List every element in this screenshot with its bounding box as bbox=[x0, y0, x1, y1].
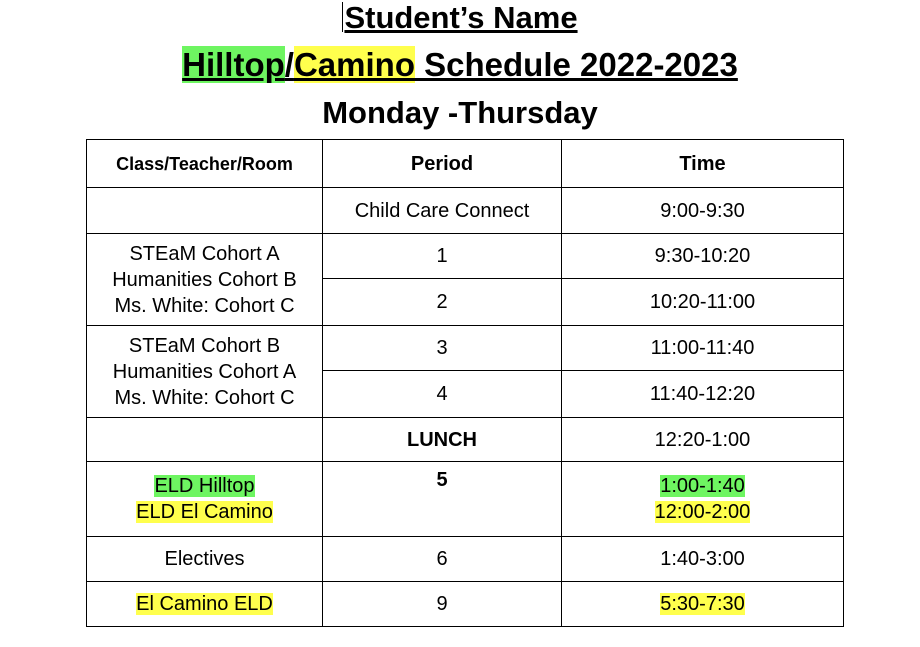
period-cell: 5 bbox=[323, 462, 562, 537]
class-line: ELD El Camino bbox=[136, 501, 273, 523]
time-cell: 12:20-1:00 bbox=[562, 418, 844, 462]
period-cell: 6 bbox=[323, 537, 562, 582]
time-cell: 9:30-10:20 bbox=[562, 234, 844, 279]
class-line: STEaM Cohort A bbox=[129, 242, 280, 265]
time-cell: 11:00-11:40 bbox=[562, 326, 844, 371]
class-cell bbox=[87, 234, 323, 326]
time-cell: 11:40-12:20 bbox=[562, 371, 844, 418]
schedule-title bbox=[0, 45, 920, 85]
period-cell: Child Care Connect bbox=[323, 188, 562, 234]
class-line: Humanities Cohort B bbox=[112, 268, 297, 291]
class-cell: Electives bbox=[87, 537, 323, 582]
hilltop-highlight: Hilltop bbox=[182, 46, 285, 83]
period-cell: 2 bbox=[323, 279, 562, 326]
time-cell bbox=[562, 462, 844, 537]
class-line: Humanities Cohort A bbox=[112, 360, 297, 383]
column-header-time: Time bbox=[562, 140, 844, 188]
class-cell bbox=[87, 418, 323, 462]
class-line: STEaM Cohort B bbox=[128, 334, 281, 357]
table-row bbox=[87, 537, 844, 582]
class-line: Ms. White: Cohort C bbox=[114, 386, 295, 409]
class-cell bbox=[87, 188, 323, 234]
period-cell: 1 bbox=[323, 234, 562, 279]
title-separator: / bbox=[284, 46, 294, 83]
time-line: 12:00-2:00 bbox=[654, 501, 751, 523]
student-name-text: Student’s Name bbox=[344, 0, 578, 35]
class-text: El Camino ELD bbox=[136, 593, 273, 615]
time-text: 5:30-7:30 bbox=[660, 593, 745, 615]
column-header-class: Class/Teacher/Room bbox=[87, 140, 323, 188]
period-cell: 4 bbox=[323, 371, 562, 418]
time-cell: 1:40-3:00 bbox=[562, 537, 844, 582]
camino-highlight: Camino bbox=[293, 46, 415, 83]
class-cell bbox=[87, 326, 323, 418]
period-cell: LUNCH bbox=[323, 418, 562, 462]
schedule-table bbox=[86, 139, 844, 627]
table-row bbox=[87, 188, 844, 234]
schedule-year: Schedule 2022-2023 bbox=[414, 46, 738, 83]
table-row bbox=[87, 418, 844, 462]
class-cell bbox=[87, 462, 323, 537]
period-cell: 3 bbox=[323, 326, 562, 371]
table-row bbox=[87, 462, 844, 537]
time-cell: 10:20-11:00 bbox=[562, 279, 844, 326]
class-line: ELD Hilltop bbox=[154, 475, 255, 497]
student-name-title bbox=[0, 0, 920, 36]
days-title: Monday -Thursday bbox=[322, 95, 598, 130]
time-cell: 9:00-9:30 bbox=[562, 188, 844, 234]
table-row bbox=[87, 326, 844, 371]
time-cell bbox=[562, 582, 844, 627]
class-cell bbox=[87, 582, 323, 627]
period-cell: 9 bbox=[323, 582, 562, 627]
class-line: Ms. White: Cohort C bbox=[114, 294, 295, 317]
table-row bbox=[87, 582, 844, 627]
time-line: 1:00-1:40 bbox=[660, 475, 745, 497]
column-header-period: Period bbox=[323, 140, 562, 188]
table-header-row bbox=[87, 140, 844, 188]
table-row bbox=[87, 234, 844, 279]
